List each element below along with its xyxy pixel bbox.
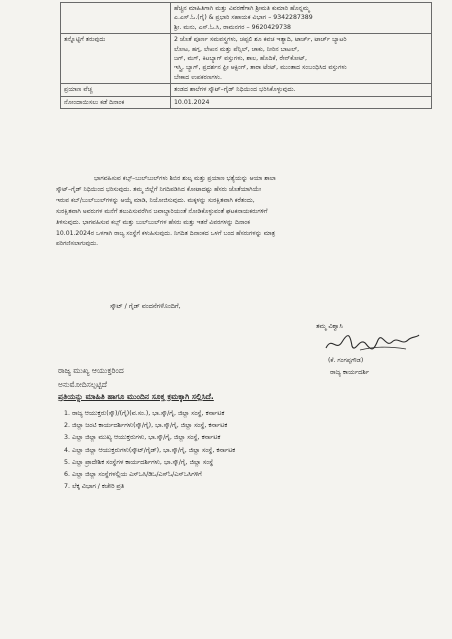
row-value-line: ಎ.ಎಸ್.ಓ.(ಗೈ) & ಪ್ರಭಾರಿ ಸಹಾಯಕ ವಿಭಾಗ – 9342287389 <box>174 14 313 22</box>
list-item: 1. ರಾಜ್ಯ ಆಯುಕ್ತರು(ಸ್ಕೌ)/(ಗೈ)(ವ.ಸಂ.), ಭಾ.ಸ್ಕೌ/ಗೈ, ಜಿಲ್ಲಾ ಸಂಸ್ಥೆ, ಕರ್ನಾಟಕ <box>72 408 432 420</box>
list-item: 3. ಎಲ್ಲಾ ಜಿಲ್ಲಾ ಮುಖ್ಯ ಆಯುಕ್ತರುಗಳು, ಭಾ.ಸ್ಕೌ/ಗೈ, ಜಿಲ್ಲಾ ಸಂಸ್ಥೆ, ಕರ್ನಾಟಕ <box>72 432 432 444</box>
list-item: 5. ಎಲ್ಲಾ ಪ್ರಾದೇಶಿಕ ಸಂಸ್ಥೆಗಳ ಕಾರ್ಯದರ್ಶಿಗಳು, ಭಾ.ಸ್ಕೌ/ಗೈ, ಜಿಲ್ಲಾ ಸಂಸ್ಥೆ <box>72 457 432 469</box>
row-value-line: ಲೋಟ, ಹಗ್ಗ, ಲೇಖನ ಮತ್ತು ಪೆನ್ಸಿಲ್, ಚಾಕು, ನೀರಿನ ಬಾಟಲ್, <box>174 45 300 53</box>
paragraph-line: ಭಾಗವಹಿಸುವ ಕಬ್ಸ್–ಬುಲ್‌ಬುಲ್‌ಗಳು ಶಿಬಿರ ಶುಲ್ಕ ಮತ್ತು ಪ್ರಯಾಣ ಭತ್ಯೆಯನ್ನು ಆಯಾ ಶಾಲಾ <box>94 175 276 182</box>
signature-image <box>322 330 422 356</box>
list-item: 4. ಎಲ್ಲಾ ಜಿಲ್ಲಾ ಆಯುಕ್ತರುಗಳು(ಸ್ಕೌಟ್/ಗೈಡ್), ಭಾ.ಸ್ಕೌ/ಗೈ, ಜಿಲ್ಲಾ ಸಂಸ್ಥೆ, ಕರ್ನಾಟಕ <box>72 445 432 457</box>
paragraph-line: ಸುರಕ್ಷಿತವಾಗಿ ಅವರುಗಳ ಮನೆಗೆ ತಲುಪಿಸುವರೆಗಿನ ಜವಾಬ್ದಾರಿಯಂತೆ ನೋಡಿಕೊಳ್ಳುವಂತೆ ಘಟಕನಾಯಕರುಗಳಿಗೆ <box>56 207 268 215</box>
row-value-line: ಹೆಚ್ಚಿನ ಮಾಹಿತಿಗಾಗಿ ಮತ್ತು ವಿವರಣೆಗಾಗಿ ಶ್ರೀಮತಿ ಕುಮಾರಿ ಹೊನ್ನಮ್ಮ <box>174 5 310 12</box>
row-value-line: 2 ಜೊತೆ ಪೂರ್ಣ ಸಮವಸ್ತ್ರಗಳು, ಚಪ್ಪಲಿ ಶೂ ಕವಚ ಇತ್ಯಾದಿ, ಟಾರ್ಚ್, ಟಾರ್ಚ್ ಬ್ಯಾಟರಿ <box>174 36 347 44</box>
row-value-line: ಜಗ್, ಮಗ್, ಕಿಟಬ್ಯಾಗ್ ವಸ್ತುಗಳು, ಶಾಲ, ಹೊದಿಕೆ, ರೇನ್‌ಕೋಟ್, <box>174 55 307 63</box>
row-value <box>171 96 432 108</box>
list-item: 7. ಲೆಕ್ಕ ವಿಭಾಗ / ಕಚೇರಿ ಪ್ರತಿ <box>72 481 432 493</box>
copies-list <box>58 408 432 493</box>
row-value-line: ಬೇಕಾದ ಉಪಕರಣಗಳು. <box>174 73 222 81</box>
row-value <box>171 84 432 96</box>
approval-note <box>58 364 124 392</box>
approval-line: ಅನುಮೋದಿಸಲ್ಪಟ್ಟಿದೆ <box>58 380 108 389</box>
row-value-line: ಇಸ್ತ್ರಿ, ಬ್ಯಾಗ್, ಪ್ರದರ್ಶನ ಫ್ರೀ ಆಕ್ಟಿಂಗ್, ತಾರಾ ಟೆಂಟ್, ಮುಂತಾದ ಸಂಬಂಧಿಸಿದ ವಸ್ತುಗಳು <box>174 64 347 72</box>
list-item: 6. ಎಲ್ಲಾ ಜಿಲ್ಲಾ ಸಂಸ್ಥೆಗಳಲ್ಲಿಯ ಎಸ್‌ಒಸಿ/ಡಿಒ/ಎಸ್‌ಓ/ಎಸ್‌ಒಸಿಗಳಿಗೆ <box>72 469 432 481</box>
row-value-line: ತಂಡದ ಶಾಲೆಗಳ ಸ್ಕೌಟ್–ಗೈಡ್ ನಿಧಿಯಿಂದ ಭರಿಸಿಕೊಳ್ಳುವುದು. <box>174 86 296 94</box>
row-value-line: ಶ್ರೀ. ಮನು, ಎಸ್.ಓ.ಸಿ, ರಾಮನಗರ – 9620429738 <box>174 23 291 31</box>
closing: ತಮ್ಮ ವಿಶ್ವಾಸಿ <box>316 322 343 330</box>
row-label: ನೋಂದಾಯಿಸಲು ಕಡೆ ದಿನಾಂಕ <box>61 96 171 108</box>
row-value <box>171 34 432 84</box>
paragraph-line: 10.01.2024ರ ಒಳಗಾಗಿ ರಾಜ್ಯ ಸಂಸ್ಥೆಗೆ ಕಳುಹಿಸುವುದು. ನಿಗದಿತ ದಿನಾಂಕದ ಒಳಗೆ ಬಂದ ಹೆಸರುಗಳನ್ನು ಮಾತ್ರ <box>56 229 276 237</box>
row-value-line: 10.01.2024 <box>174 98 210 106</box>
table-row <box>61 84 432 96</box>
table-row <box>61 3 432 34</box>
row-label: ಪ್ರಯಾಣ ವೆಚ್ಚ <box>61 84 171 96</box>
row-label <box>61 3 171 34</box>
paragraph-line: ಪರಿಗಣಿಸಲಾಗುವುದು. <box>56 240 99 248</box>
copies-heading-text: ಪ್ರತಿಯನ್ನು ಮಾಹಿತಿ ಹಾಗೂ ಮುಂದಿನ ಸೂಕ್ತ ಕ್ರಮಕ್ಕಾಗಿ ಸಲ್ಲಿಸಿದೆ. <box>58 392 214 401</box>
signer-name: (ಕೆ. ಗಂಗಪ್ಪಗೌಡ) <box>328 357 364 364</box>
approval-line: ರಾಜ್ಯ ಮುಖ್ಯ ಆಯುಕ್ತರಿಂದ <box>58 366 124 375</box>
row-label: ತನ್ನೊಟ್ಟಿಗೆ ತರುವುದು <box>61 34 171 84</box>
paragraph-line: ಇರುವ ಕಬ್/ಬುಲ್‌ಬುಲ್‌ಗಳನ್ನು ಆಯ್ಕೆ ಮಾಡಿ, ನಿಯೋಜಿಸುವುದು. ಮಕ್ಕಳನ್ನು ಸುರಕ್ಷಿತವಾಗಿ ಕರೆತಂದು, <box>56 196 255 204</box>
signer-title: ರಾಜ್ಯ ಕಾರ್ಯದರ್ಶಿ <box>330 368 370 376</box>
paragraph-line: ತಿಳಿಸುವುದು. ಭಾಗವಹಿಸುವ ಕಬ್ಸ್ ಮತ್ತು ಬುಲ್‌ಬುಲ್‌ಗಳ ಹೆಸರು ಮತ್ತು ಇತರೆ ವಿವರಗಳನ್ನು ದಿನಾಂಕ <box>56 218 250 226</box>
greeting: ಸ್ಕೌಟ್ / ಗೈಡ್ ವಂದನೆಗಳೊಂದಿಗೆ, <box>110 302 181 310</box>
list-item: 2. ಜಿಲ್ಲಾ ಜಂಟಿ ಕಾರ್ಯದರ್ಶಿಗಳು(ಸ್ಕೌ/ಗೈ), ಭಾ.ಸ್ಕೌ/ಗೈ, ಜಿಲ್ಲಾ ಸಂಸ್ಥೆ, ಕರ್ನಾಟಕ <box>72 420 432 432</box>
row-value <box>171 3 432 34</box>
table-row <box>61 96 432 108</box>
table-row <box>61 34 432 84</box>
body-paragraph <box>56 174 428 250</box>
copies-heading <box>58 392 214 402</box>
details-table <box>60 2 432 109</box>
paragraph-line: ಸ್ಕೌಟ್–ಗೈಡ್ ನಿಧಿಯಿಂದ ಭರಿಸುವುದು. ತಮ್ಮ ಜಿಲ್ಲೆಗೆ ನಿಗದಿಪಡಿಸಿದ ಕೋಟಾದಷ್ಟು ಹೆಸರು ಜೊತೆಯಾಗಿಯೇ <box>56 185 262 193</box>
